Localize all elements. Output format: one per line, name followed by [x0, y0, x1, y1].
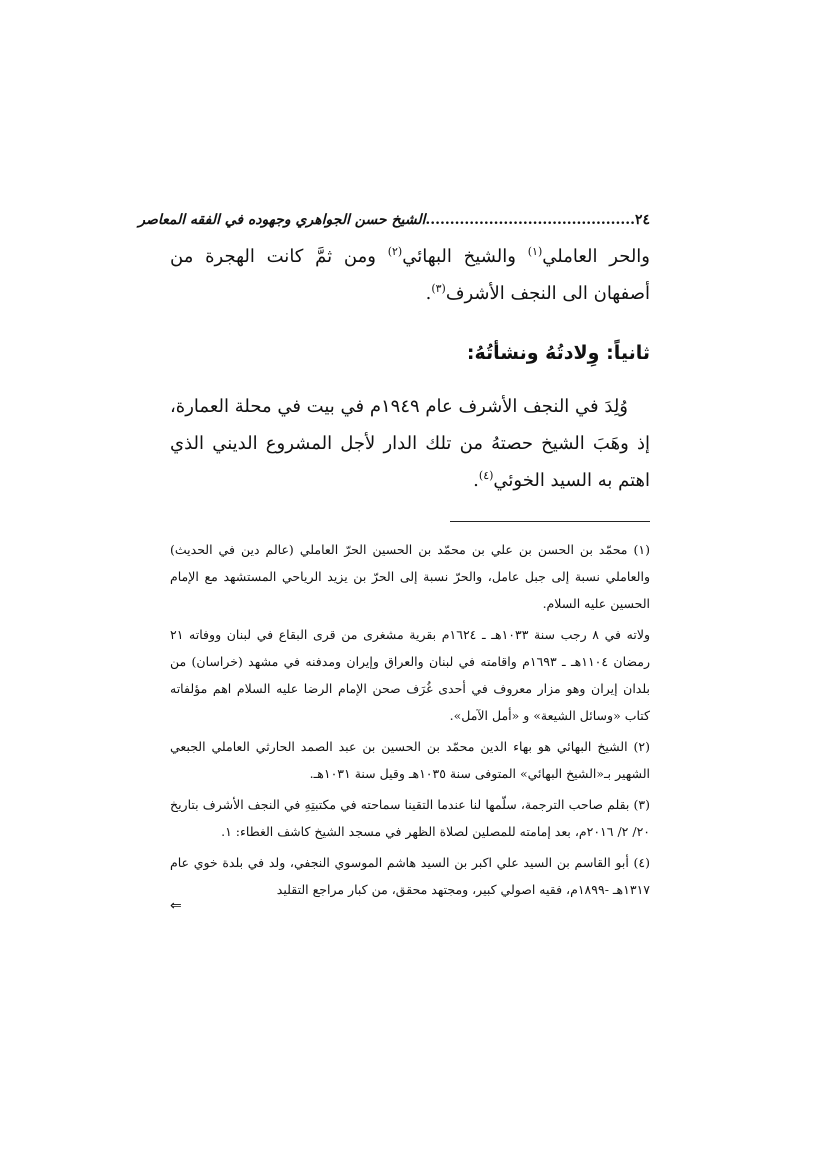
- page-number: ٢٤: [634, 212, 650, 228]
- continuation-arrow-icon: ⇐: [170, 898, 182, 914]
- birth-paragraph: [170, 388, 650, 499]
- footnote-ref-3: (٣): [431, 282, 446, 295]
- intro-paragraph: [170, 238, 650, 312]
- birth-text-1: وُلِدَ في النجف الأشرف عام ١٩٤٩م في بيت في محلة العمارة، إذ وهَبَ الشيخ حصتهُ من تلك الدار لأجل المشروع الديني الذي اهتم به السيد الخوئي: [170, 396, 650, 491]
- footnote-2: (٢) الشيخ البهائي هو بهاء الدين محمّد بن الحسين بن عبد الصمد الحارثي العاملي الجبعي الشهير بـ«الشيخ البهائي» المتوفى سنة ١٠٣٥هـ وقيل سنة ١٠٣١هـ.: [170, 739, 650, 781]
- intro-text-3: ومن ثمَّ كانت الهجرة من أصفهان الى النجف الأشرف: [170, 246, 650, 304]
- document-page: [138, 212, 650, 914]
- running-header: [138, 212, 650, 238]
- footnote-ref-1: (١): [527, 245, 543, 258]
- book-title: الشيخ حسن الجواهري وجهوده في الفقه المعاصر: [138, 212, 426, 228]
- header-leader-dots: ...........................................: [425, 212, 635, 228]
- footnote-3: (٣) بقلم صاحب الترجمة، سلّمها لنا عندما التقينا سماحته في مكتبتِهِ في النجف الأشرف بتاريخ ٢٠/ ٢/ ٢٠١٦م، بعد إمامته للمصلين لصلاة الظهر في مسجد الشيخ كاشف الغطاء: ١.: [170, 797, 650, 839]
- birth-text-2: .: [473, 470, 479, 491]
- footnote-1-continued: ولاته في ٨ رجب سنة ١٠٣٣هـ ـ ١٦٢٤م بقرية مشغرى من قرى البقاع في لبنان ووفاته ٢١ رمضان ١١٠٤هـ ـ ١٦٩٣م واقامته في لبنان والعراق وإيران ومدفنه في مشهد (خراسان) من بلدان إيران وهو مزار معروف في أحدى غُرَف صحن الإمام الرضا عليه السلام اهم مؤلفاته كتاب «وسائل الشيعة» و «أمل الآمل».: [170, 627, 650, 723]
- footnote-divider: [450, 521, 650, 522]
- footnote-4: (٤) أبو القاسم بن السيد علي اكبر بن السيد هاشم الموسوي النجفي، ولد في بلدة خوي عام ١٣١٧هـ -١٨٩٩م، فقيه اصولي كبير، ومجتهد محقق، من كبار مراجع التقليد: [170, 855, 650, 897]
- footnote-ref-4: (٤): [478, 469, 494, 482]
- footnote-1: (١) محمّد بن الحسن بن علي بن محمّد بن الحسين الحرّ العاملي (عالم دين في الحديث) والعاملي نسبة إلى جبل عامل، والحرّ نسبة إلى الحرّ بن يزيد الرياحي المستشهد مع الإمام الحسين عليه السلام.: [170, 542, 650, 611]
- intro-text-2: والشيخ البهائي: [402, 246, 528, 267]
- section-heading: ثانياً: وِلادتُهُ ونشأتُهُ:: [466, 342, 650, 364]
- intro-text-1: والحر العاملي: [542, 246, 650, 267]
- intro-text-4: .: [425, 283, 432, 304]
- footnote-ref-2: (٢): [387, 245, 403, 258]
- footnotes: [170, 536, 650, 914]
